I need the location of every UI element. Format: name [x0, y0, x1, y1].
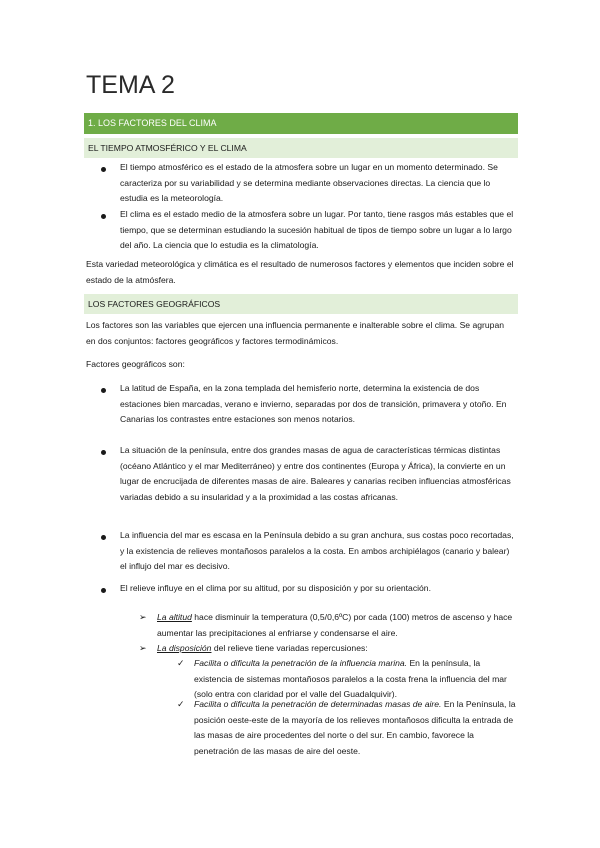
arrowhead-icon: ➢	[139, 643, 147, 653]
bullet-situacion: La situación de la península, entre dos grandes masas de agua de características térmicas distintas (océano Atlántico y el mar Mediterráneo) y entre dos continentes (Europa y África), la convierte en un lugar de encrucijada de diferentes masas de aire. Baleares y canarias reciben influencias atmosféricas variadas debido a su insularidad y a la proximidad a las costas africanas.	[120, 445, 511, 502]
bullet-latitud: La latitud de España, en la zona templada del hemisferio norte, determina la existencia de dos estaciones bien marcadas, verano e invierno, separadas por dos de transición, primavera y otoño. En Canarias los contrastes entre estaciones son menos notarios.	[120, 383, 507, 425]
check-lead-masas-aire: Facilita o dificulta la penetración de determinadas masas de aire.	[194, 699, 442, 709]
bullet-relieve: El relieve influye en el clima por su altitud, por su disposición y por su orientación.	[120, 583, 431, 593]
bullet-icon	[101, 214, 106, 219]
check-item-masas-aire	[194, 697, 516, 759]
term-disposicion: La disposición	[157, 643, 212, 653]
arrowhead-icon: ➢	[139, 612, 147, 622]
paragraph-factores-geograficos-son: Factores geográficos son:	[86, 359, 185, 369]
arrow-item-altitud-text: hace disminuir la temperatura (0,5/0,6ºC) por cada (100) metros de ascenso y hace aumentar las precipitaciones al enfriarse y condensarse el aire.	[157, 612, 513, 638]
bullet-icon	[101, 588, 106, 593]
checkmark-icon: ✓	[177, 699, 185, 709]
bullet-icon	[101, 535, 106, 540]
bullet-clima: El clima es el estado medio de la atmosfera sobre un lugar. Por tanto, tiene rasgos más estables que el tiempo, que se determinan estudiando la sucesión habitual de tipos de tiempo sobre un lugar a lo largo del año. La ciencia que lo estudia es la climatología.	[120, 209, 514, 251]
section-heading-factores-clima: 1. LOS FACTORES DEL CLIMA	[84, 113, 518, 134]
bullet-icon	[101, 167, 106, 172]
arrow-item-disposicion-text: del relieve tiene variadas repercusiones:	[211, 643, 368, 653]
bullet-influencia-mar: La influencia del mar es escasa en la Península debido a su gran anchura, sus costas poco recortadas, y la existencia de relieves montañosos paralelos a la costa. En ambos archipiélagos (canario y balear) el influjo del mar es decisivo.	[120, 530, 514, 572]
subsection-heading-factores-geograficos: LOS FACTORES GEOGRÁFICOS	[84, 294, 518, 314]
page-title: TEMA 2	[86, 71, 175, 99]
bullet-tiempo-atmosferico: El tiempo atmosférico es el estado de la atmosfera sobre un lugar en un momento determinado. Se caracteriza por su variabilidad y se determina mediante observaciones directas. La ciencia que lo estudia es la meteorología.	[120, 162, 498, 204]
arrow-item-disposicion	[157, 641, 517, 657]
arrow-item-altitud	[157, 610, 517, 641]
bullet-icon	[101, 450, 106, 455]
check-text-influencia-marina: En la península, la existencia de sistemas montañosos paralelos a la costa frena la influencia del mar (solo entra con claridad por el valle del Guadalquivir).	[194, 658, 507, 700]
checkmark-icon: ✓	[177, 658, 185, 668]
paragraph-factores: Los factores son las variables que ejercen una influencia permanente e inalterable sobre el clima. Se agrupan en dos conjuntos: factores geográficos y factores termodinámicos.	[86, 320, 505, 346]
term-altitud: La altitud	[157, 612, 192, 622]
subsection-heading-tiempo-clima: EL TIEMPO ATMOSFÉRICO Y EL CLIMA	[84, 138, 518, 158]
check-text-masas-aire: En la Península, la posición oeste-este de la mayoría de los relieves montañosos dificulta la entrada de las masas de aire procedentes del norte o del sur. En cambio, favorece la penetración de las masas de aire del oeste.	[194, 699, 516, 756]
bullet-icon	[101, 388, 106, 393]
paragraph-variedad: Esta variedad meteorológica y climática es el resultado de numerosos factores y elementos que inciden sobre el estado de la atmósfera.	[86, 259, 514, 285]
check-item-influencia-marina	[194, 656, 516, 703]
check-lead-influencia-marina: Facilita o dificulta la penetración de la influencia marina.	[194, 658, 408, 668]
